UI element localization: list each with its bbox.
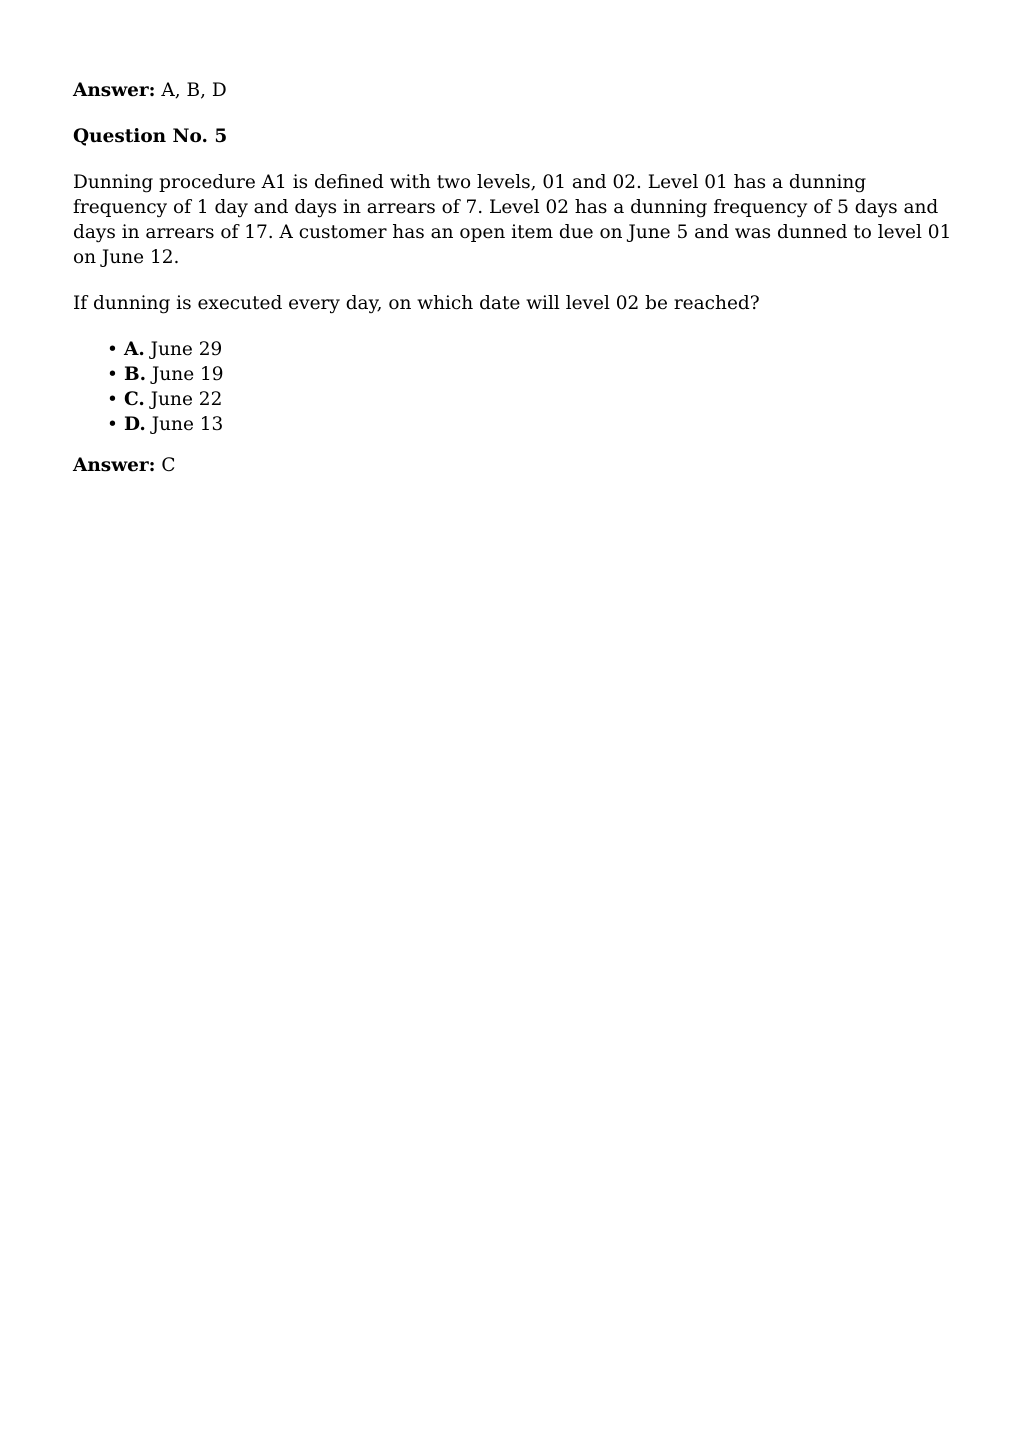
answer-label: Answer:: [73, 455, 156, 476]
previous-answer-label: Answer:: [73, 80, 156, 101]
answer-value: C: [155, 455, 176, 476]
option-b: [107, 362, 954, 387]
option-a: [107, 337, 954, 362]
option-text: June 22: [144, 389, 223, 410]
bullet-icon: •: [107, 414, 118, 435]
option-letter: D.: [124, 414, 146, 435]
option-text: June 19: [146, 364, 224, 385]
answer-options-list: [73, 337, 954, 437]
option-text: June 13: [145, 414, 224, 435]
option-letter: C.: [124, 389, 145, 410]
option-letter: B.: [124, 364, 147, 385]
bullet-icon: •: [107, 364, 118, 385]
option-d: [107, 412, 954, 437]
question-body: Dunning procedure A1 is defined with two levels, 01 and 02. Level 01 has a dunning frequency of 1 day and days in arrears of 7. Level 02 has a dunning frequency of 5 days and days in arrears of 17. A customer has an open item due on June 5 and was dunned to level 01 on June 12.: [73, 172, 952, 268]
question-title: Question No. 5: [73, 126, 228, 147]
option-c: [107, 387, 954, 412]
bullet-icon: •: [107, 389, 118, 410]
option-text: June 29: [144, 339, 223, 360]
option-letter: A.: [124, 339, 145, 360]
answer: [73, 453, 954, 478]
question-prompt: If dunning is executed every day, on which date will level 02 be reached?: [73, 293, 760, 314]
previous-answer: [73, 78, 954, 103]
bullet-icon: •: [107, 339, 118, 360]
previous-answer-value: A, B, D: [155, 80, 227, 101]
